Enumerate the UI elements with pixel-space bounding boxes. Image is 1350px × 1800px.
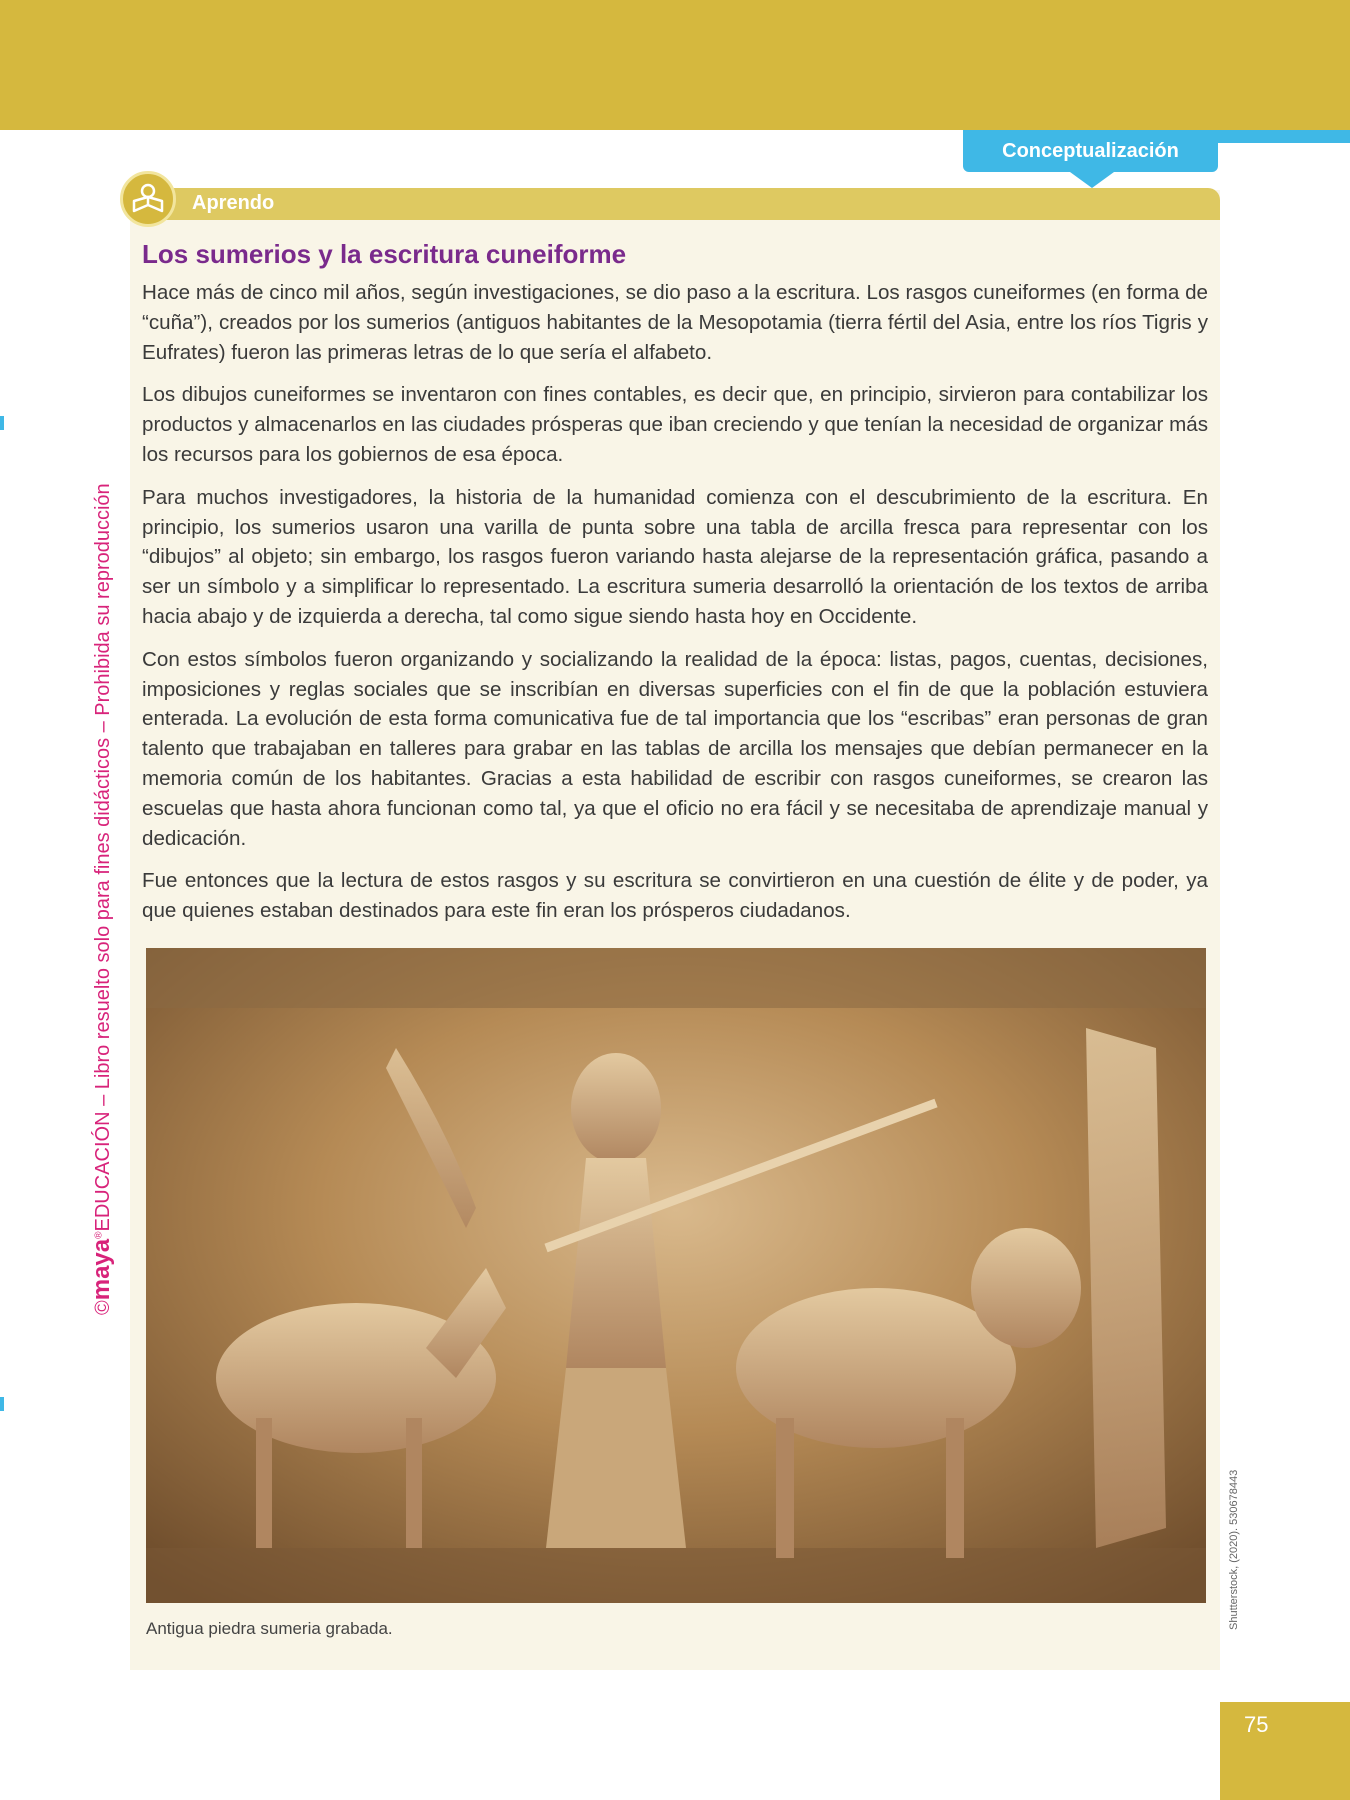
tab-strip (1218, 130, 1350, 143)
sumerian-relief-photo (146, 948, 1206, 1603)
aprendo-label: Aprendo (192, 192, 275, 214)
registered-mark: ® (93, 1231, 105, 1239)
aprendo-header-bar (130, 188, 1220, 220)
reader-badge-icon (120, 171, 176, 227)
paragraph: Hace más de cinco mil años, según investigaciones, se dio paso a la escritura. Los rasgos cuneiformes (en forma de “cuña”), creados por los sumerios (antiguos habitantes de la Mesopotamia (tierra fértil del Asia, entre los ríos Tigris y Eufrates) fueron las primeras letras de lo que sería el alfabeto. (142, 281, 1208, 364)
photo-credit: Shutterstock, (2020). 530678443 (1228, 1469, 1240, 1630)
copyright-text: EDUCACIÓN – Libro resuelto solo para fines didácticos – Prohibida su reproducción (92, 483, 114, 1232)
vertical-copyright-notice (88, 483, 116, 1315)
figure-caption: Antigua piedra sumeria grabada. (146, 1619, 393, 1638)
brand-name: maya (88, 1238, 115, 1301)
top-color-band (0, 0, 1350, 130)
article-body (142, 278, 1208, 939)
page-number: 75 (1244, 1712, 1269, 1737)
edge-marker (0, 1397, 4, 1411)
paragraph: Los dibujos cuneiformes se inventaron con fines contables, es decir que, en principio, sirvieron para contabilizar los productos y almacenarlos en las ciudades prósperas que iban creciendo y que tenían la necesidad de organizar más los recursos para los gobiernos de esa época. (142, 383, 1208, 466)
paragraph: Para muchos investigadores, la historia de la humanidad comienza con el descubrimiento de la escritura. En principio, los sumerios usaron una varilla de punta sobre una tabla de arcilla fresca para representar con los “dibujos” al objeto; sin embargo, los rasgos fueron variando hasta alejarse de la representación gráfica, pasando a ser un símbolo y a simplificar lo representado. La escritura sumeria desarrolló la orientación de los textos de arriba hacia abajo y de izquierda a derecha, tal como sigue siendo hasta hoy en Occidente. (142, 485, 1208, 628)
article-title: Los sumerios y la escritura cuneiforme (142, 239, 627, 269)
paragraph: Con estos símbolos fueron organizando y socializando la realidad de la época: listas, pagos, cuentas, decisiones, imposiciones y reglas sociales que se inscribían en diversas superficies con el fin de que la población estuviera enterada. La evolución de esta forma comunicativa fue de tal importancia que los “escribas” eran personas de gran talento que trabajaban en talleres para grabar en las tablas de arcilla los mensajes que debían permanecer en la memoria común de los habitantes. Gracias a esta habilidad de escribir con rasgos cuneiformes, se crearon las escuelas que hasta ahora funcionan como tal, ya que el oficio no era fácil y se necesitaba de aprendizaje manual y dedicación. (142, 647, 1208, 850)
section-tab: Conceptualización (963, 130, 1218, 172)
tab-pointer-icon (1070, 172, 1114, 188)
paragraph: Fue entonces que la lectura de estos rasgos y su escritura se convirtieron en una cuestión de élite y de poder, ya que quienes estaban destinados para este fin eran los prósperos ciudadanos. (142, 869, 1208, 923)
edge-marker (0, 416, 4, 430)
copyright-symbol: © (92, 1300, 114, 1315)
page-number-box (1220, 1702, 1350, 1800)
